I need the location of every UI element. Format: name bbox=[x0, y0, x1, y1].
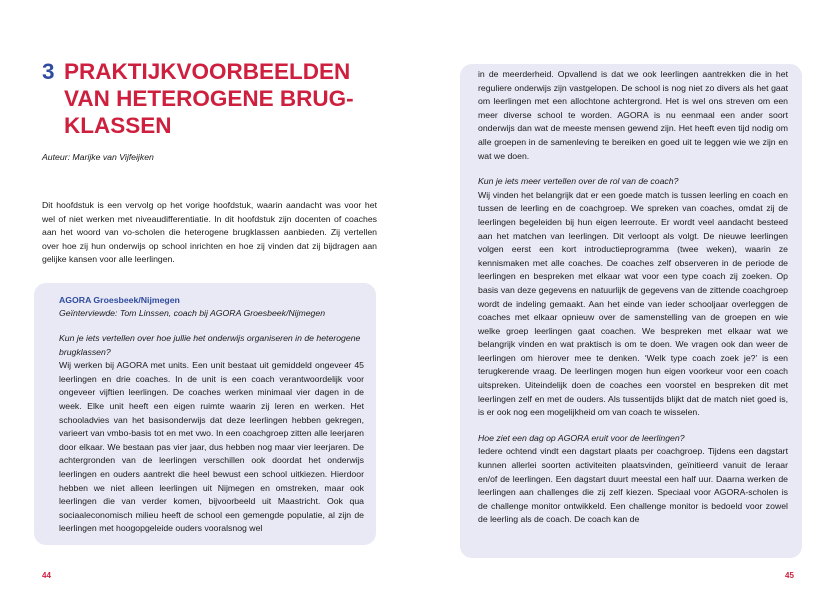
intro-paragraph: Dit hoofdstuk is een vervolg op het vorige hoofdstuk, waarin aandacht was voor het wel of niet werken met niveaudifferentiatie. In dit hoofdstuk zijn docenten of coaches aan het woord van vo-scholen die heterogene brugklassen aanbieden. Zij vertellen over hoe zij hun onderwijs op school inrichten en hoe zij vinden dat zij bijdragen aan gelijke kansen voor alle leerlingen. bbox=[42, 200, 377, 265]
spacer bbox=[478, 420, 788, 432]
question-coach-role: Kun je iets meer vertellen over de rol van de coach? bbox=[478, 176, 679, 187]
question-school-day: Hoe ziet een dag op AGORA eruit voor de leerlingen? bbox=[478, 432, 685, 443]
interview-answer: Wij werken bij AGORA met units. Een unit bestaat uit gemiddeld ongeveer 45 leerlingen en drie coaches. In de unit is een coach verantwoordelijk voor ongeveer vijftien leerlingen. De coaches werken minimaal vier dagen in de week. Elke unit heeft een eigen ruimte waarin zij leren en werken. Het schooladvies van het basisonderwijs dat deze leerlingen hebben gekregen, varieert van vmbo-basis tot en met vwo. In een coachgroep zitten alle leerjaren door elkaar. We bestaan pas vier jaar, dus hebben nog maar vier leerjaren. De achtergronden van de leerlingen verschillen ook doordat het onderwijs leerlingen en ouders aantrekt die heel bewust een school uitkiezen. Hierdoor hebben we niet alleen leerlingen uit Nijmegen en omstreken, maar ook leerlingen die van verder komen, bijvoorbeeld uit Maastricht. Ook qua sociaaleconomisch milieu heeft de school een gemengde populatie, al zijn de leerlingen met hoogopgeleide ouders vooralsnog wel bbox=[59, 360, 364, 534]
answer-coach-role: Wij vinden het belangrijk dat er een goede match is tussen leerling en coach en tussen de leerling en de coachgroep. We spreken van coaches, omdat zij de leerlingen begeleiden bij hun eigen leerroute. Er wordt veel aandacht besteed aan het matchen van leerlingen. Dit verloopt als volgt. De nieuwe leerlingen volgen eerst een kort introductieprogramma (twee weken), waarin ze kennismaken met alle coaches. De coaches zelf observeren in de periode de leerlingen en bespreken met elkaar wat voor een type coach zij zoeken. Op basis van deze gegevens en natuurlijk de gegevens van de zittende coachgroep wordt de indeling gemaakt. Aan het einde van ieder schooljaar overleggen de coaches met elkaar opnieuw over de samenstelling van de groepen en wie welke groep leerlingen gaat coachen. We bespreken met elkaar wat we belangrijk vinden en wat praktisch is om te doen. We vragen ook dan weer de leerlingen om hierover mee te denken. ‘Welk type coach zoek je?’ is een terugkerende vraag. De leerlingen mogen hun eigen voorkeur voor een coach uitspreken. Uiteindelijk doen de coaches een voorstel en bespreken dit met leerlingen zelf en met de ouders. Als tussentijds blijkt dat de match niet goed is, is er ook nog een mogelijkheid om van coach te wisselen. bbox=[478, 189, 788, 418]
school-name: AGORA Groesbeek/Nijmegen bbox=[59, 295, 180, 305]
interview-question: Kun je iets vertellen over hoe jullie het onderwijs organiseren in de heterogene brugklassen? bbox=[59, 333, 361, 357]
interview-box-content bbox=[59, 294, 364, 536]
answer-school-day: Iedere ochtend vindt een dagstart plaats per coachgroep. Tijdens een dagstart kunnen allerlei soorten activiteiten plaatsvinden, geïnitieerd vanuit de leraar en/of de leerlingen. Een dagstart duurt meestal een half uur. Daarna werken de leerlingen aan challenges die zij zelf kiezen. Speciaal voor AGORA-scholen is de challenge monitor ontwikkeld. Een challenge monitor is bedoeld voor zowel de leerling als de coach. De coach kan de bbox=[478, 446, 788, 525]
interview-box-continued bbox=[460, 64, 802, 558]
chapter-title-text: PRAKTIJKVOORBEELDEN VAN HETEROGENE BRUG-KLASSEN bbox=[64, 59, 354, 138]
chapter-title bbox=[42, 58, 382, 139]
spacer bbox=[478, 163, 788, 175]
interview-box-continued-content bbox=[478, 68, 788, 527]
answer-continued: in de meerderheid. Opvallend is dat we ook leerlingen aantrekken die in het reguliere onderwijs zijn vastgelopen. De school is nog niet zo divers als het gaat om leerlingen met een allochtone achtergrond. Het is wel ons streven om een meer diverse school te worden. AGORA is nu eenmaal een ander soort onderwijs dan wat de meeste mensen gewend zijn. Het heeft even tijd nodig om alle groepen in de samenleving te bereiken en goed uit te leggen wie we zijn en wat we doen. bbox=[478, 69, 788, 161]
author-line: Auteur: Marijke van Vijfeijken bbox=[42, 152, 154, 162]
right-page bbox=[420, 0, 840, 607]
interview-box bbox=[34, 283, 376, 545]
page-number-right: 45 bbox=[785, 571, 794, 580]
interviewee-line: Geïnterviewde: Tom Linssen, coach bij AGORA Groesbeek/Nijmegen bbox=[59, 308, 326, 318]
chapter-number: 3 bbox=[42, 59, 55, 84]
page-number-left: 44 bbox=[42, 571, 51, 580]
